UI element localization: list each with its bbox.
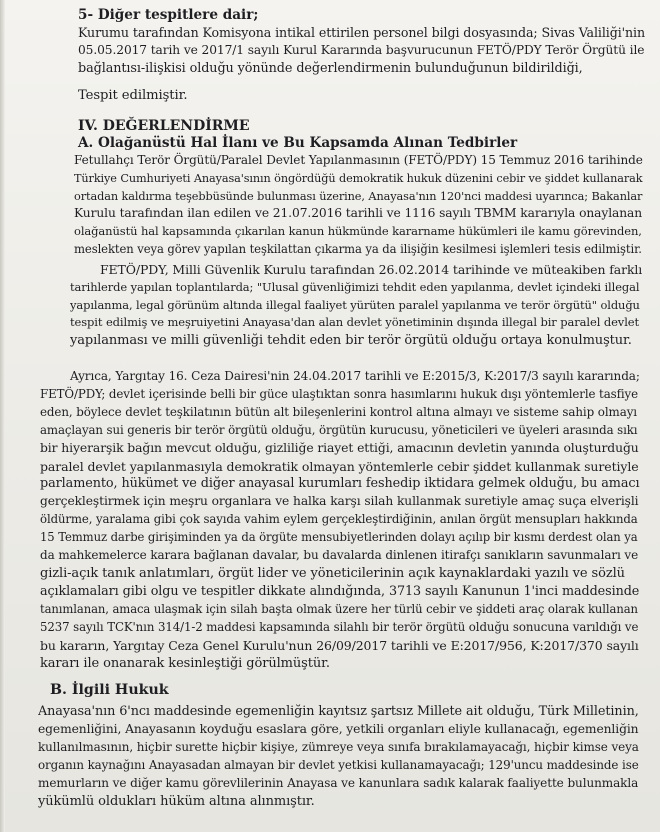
text-line: FETÖ/PDY; devlet içerisinde belli bir güce ulaştıktan sonra hasımlarını hukuk dışı yöntemlerle tasfiye	[40, 386, 639, 401]
text-line: öldürme, yaralama gibi çok sayıda vahim eylem gerçekleştirdiğinin, anılan örgüt mensupları hakkında	[40, 512, 638, 527]
paragraph-state-of-emergency	[0, 152, 660, 259]
text-line: kullanılmasının, hiçbir surette hiçbir kişiye, zümreye veya sınıfa bırakılamayacağı, hiçbir kimse veya	[38, 739, 639, 754]
heading-evaluation: IV. DEĞERLENDİRME	[78, 118, 250, 134]
text-line: açıklamaları gibi olgu ve tespitler dikkate alındığında, 3713 sayılı Kanunun 1'inci maddesinde	[40, 583, 640, 599]
paragraph-national-security-council	[0, 261, 660, 350]
text-line: Fetullahçı Terör Örgütü/Paralel Devlet Yapılanmasının (FETÖ/PDY) 15 Temmuz 2016 tarihinde	[74, 153, 643, 167]
text-line: organın kaynağını Anayasadan almayan bir devlet yetkisi kullanamayacağı; 129'uncu maddesinde ise	[38, 757, 639, 772]
text-line: bu kararın, Yargıtay Ceza Genel Kurulu'nun 26/09/2017 tarihli ve E:2017/956, K:2017/370 sayılı	[40, 637, 639, 653]
text-line: paralel devlet yapılanmasıyla demokratik olmayan yöntemlerle cebir şiddet kullanmak suretiyle	[40, 458, 639, 474]
text-line: gerçekleştirmek için meşru organlara ve halka karşı silah kullanmak suretiyle amaç suça elverişli	[40, 494, 639, 509]
text-line: eden, böylece devlet teşkilatının bütün alt bileşenlerini kontrol altına almayı ve sisteme sahip olmayı	[40, 404, 638, 419]
text-line: Kurulu tarafından ilan edilen ve 21.07.2016 tarihli ve 1116 sayılı TBMM kararıyla onaylanan	[74, 206, 643, 221]
paragraph-constitution	[0, 703, 660, 810]
text-line: memurların ve diğer kamu görevlilerinin Anayasa ve kanunlara sadık kalarak faaliyette bulunmakla	[38, 775, 639, 790]
text-line: tanımlanan, amaca ulaşmak için silah başta olmak üzere her türlü cebir ve şiddeti araç olarak kullanan	[40, 601, 638, 616]
text-line: yükümlü oldukları hüküm altına alınmıştır.	[38, 793, 315, 809]
text-line: Türkiye Cumhuriyeti Anayasa'sının öngördüğü demokratik hukuk düzenini cebir ve şiddet kullanarak	[74, 171, 643, 185]
text-line: Ayrıca, Yargıtay 16. Ceza Dairesi'nin 24.04.2017 tarihli ve E:2015/3, K:2017/3 sayılı kararında;	[70, 369, 640, 383]
text-line: 05.05.2017 tarih ve 2017/1 sayılı Kurul Kararında başvurucunun FETÖ/PDY Terör Örgütü ile	[78, 42, 645, 57]
text-line: FETÖ/PDY, Milli Güvenlik Kurulu tarafından 26.02.2014 tarihinde ve müteakiben farklı	[100, 262, 643, 277]
heading-relevant-law: B. İlgili Hukuk	[50, 682, 169, 698]
text-line: egemenliğini, Anayasanın koyduğu esaslara göre, yetkili organları eliyle kullanacağı, egemenliğin	[38, 721, 639, 736]
text-line: olağanüstü hal kapsamında çıkarılan kanun hükmünde kararname hükümleri ile kamu görevinden,	[74, 224, 642, 239]
text-line: Kurumu tarafından Komisyona intikal ettirilen personel bilgi dosyasında; Sivas Valiliği'nin	[78, 25, 646, 40]
text-line: meslekten veya görev yapılan teşkilattan çıkarma ya da ilişiğin kesilmesi işlemleri tesis edilmiştir.	[74, 241, 642, 256]
text-line: gizli-açık tanık anlatımları, örgüt lider ve yöneticilerinin açık kaynaklardaki yazılı ve sözlü	[40, 565, 625, 581]
text-line: da mahkemelerce karara bağlanan davalar, bu davalarda dinlenen itirafçı sanıkların savunmaları ve	[40, 548, 639, 563]
text-line: bir hiyerarşik bağın mevcut olduğu, gizliliğe riayet ettiği, amacının devletin yanında oluşturduğu	[40, 440, 639, 455]
text-line: amaçlayan sui generis bir terör örgütü olduğu, örgütün kurucusu, yöneticileri ve üyeleri arasında sıkı	[40, 422, 638, 437]
text-line: parlamento, hükümet ve diğer anayasal kurumları feshedip iktidara gelmek olduğu, bu amacı	[40, 476, 640, 492]
text-line: bağlantısı-ilişkisi olduğu yönünde değerlendirmenin bulunduğunun bildirildiği,	[78, 60, 583, 76]
text-line: kararı ile onanarak kesinleştiği görülmüştür.	[40, 655, 330, 671]
text-line: tarihlerde yapılan toplantılarda; "Ulusal güvenliğimizi tehdit eden yapılanma, devlet içindeki illegal	[70, 279, 640, 294]
heading-other-findings: 5- Diğer tespitlere dair;	[78, 7, 259, 23]
paragraph-personnel-file	[0, 24, 660, 77]
paragraph-court-of-cassation	[0, 368, 660, 672]
heading-state-of-emergency: A. Olağanüstü Hal İlanı ve Bu Kapsamda Alınan Tedbirler	[78, 135, 518, 151]
text-line: yapılanma, legal görünüm altında illegal faaliyet yürüten paralel yapılanma ve terör örgütü" olduğu	[70, 297, 640, 312]
text-line: 15 Temmuz darbe girişiminden ya da örgüte mensubiyetlerinden dolayı açılıp bir kısmı derdest olan ya	[40, 530, 638, 545]
text-line: Anayasa'nın 6'ncı maddesinde egemenliğin kayıtsız şartsız Millete ait olduğu, Türk Milletinin,	[38, 704, 639, 719]
paragraph-determined	[0, 87, 660, 105]
text-line: tespit edilmiş ve meşruiyetini Anayasa'dan alan devlet yönetiminin dışında illegal bir paralel devlet	[70, 315, 640, 330]
text-line: 5237 sayılı TCK'nın 314/1-2 maddesi kapsamında silahlı bir terör örgütü olduğu sonucuna varıldığı ve	[40, 619, 639, 634]
text-line: yapılanması ve milli güvenliği tehdit eden bir terör örgütü olduğu ortaya konulmuştur.	[70, 333, 632, 349]
text-line: ortadan kaldırma teşebbüsünde bulunması üzerine, Anayasa'nın 120'nci maddesi uyarınca; Bakanlar	[74, 189, 643, 203]
text-line: Tespit edilmiştir.	[78, 88, 188, 103]
